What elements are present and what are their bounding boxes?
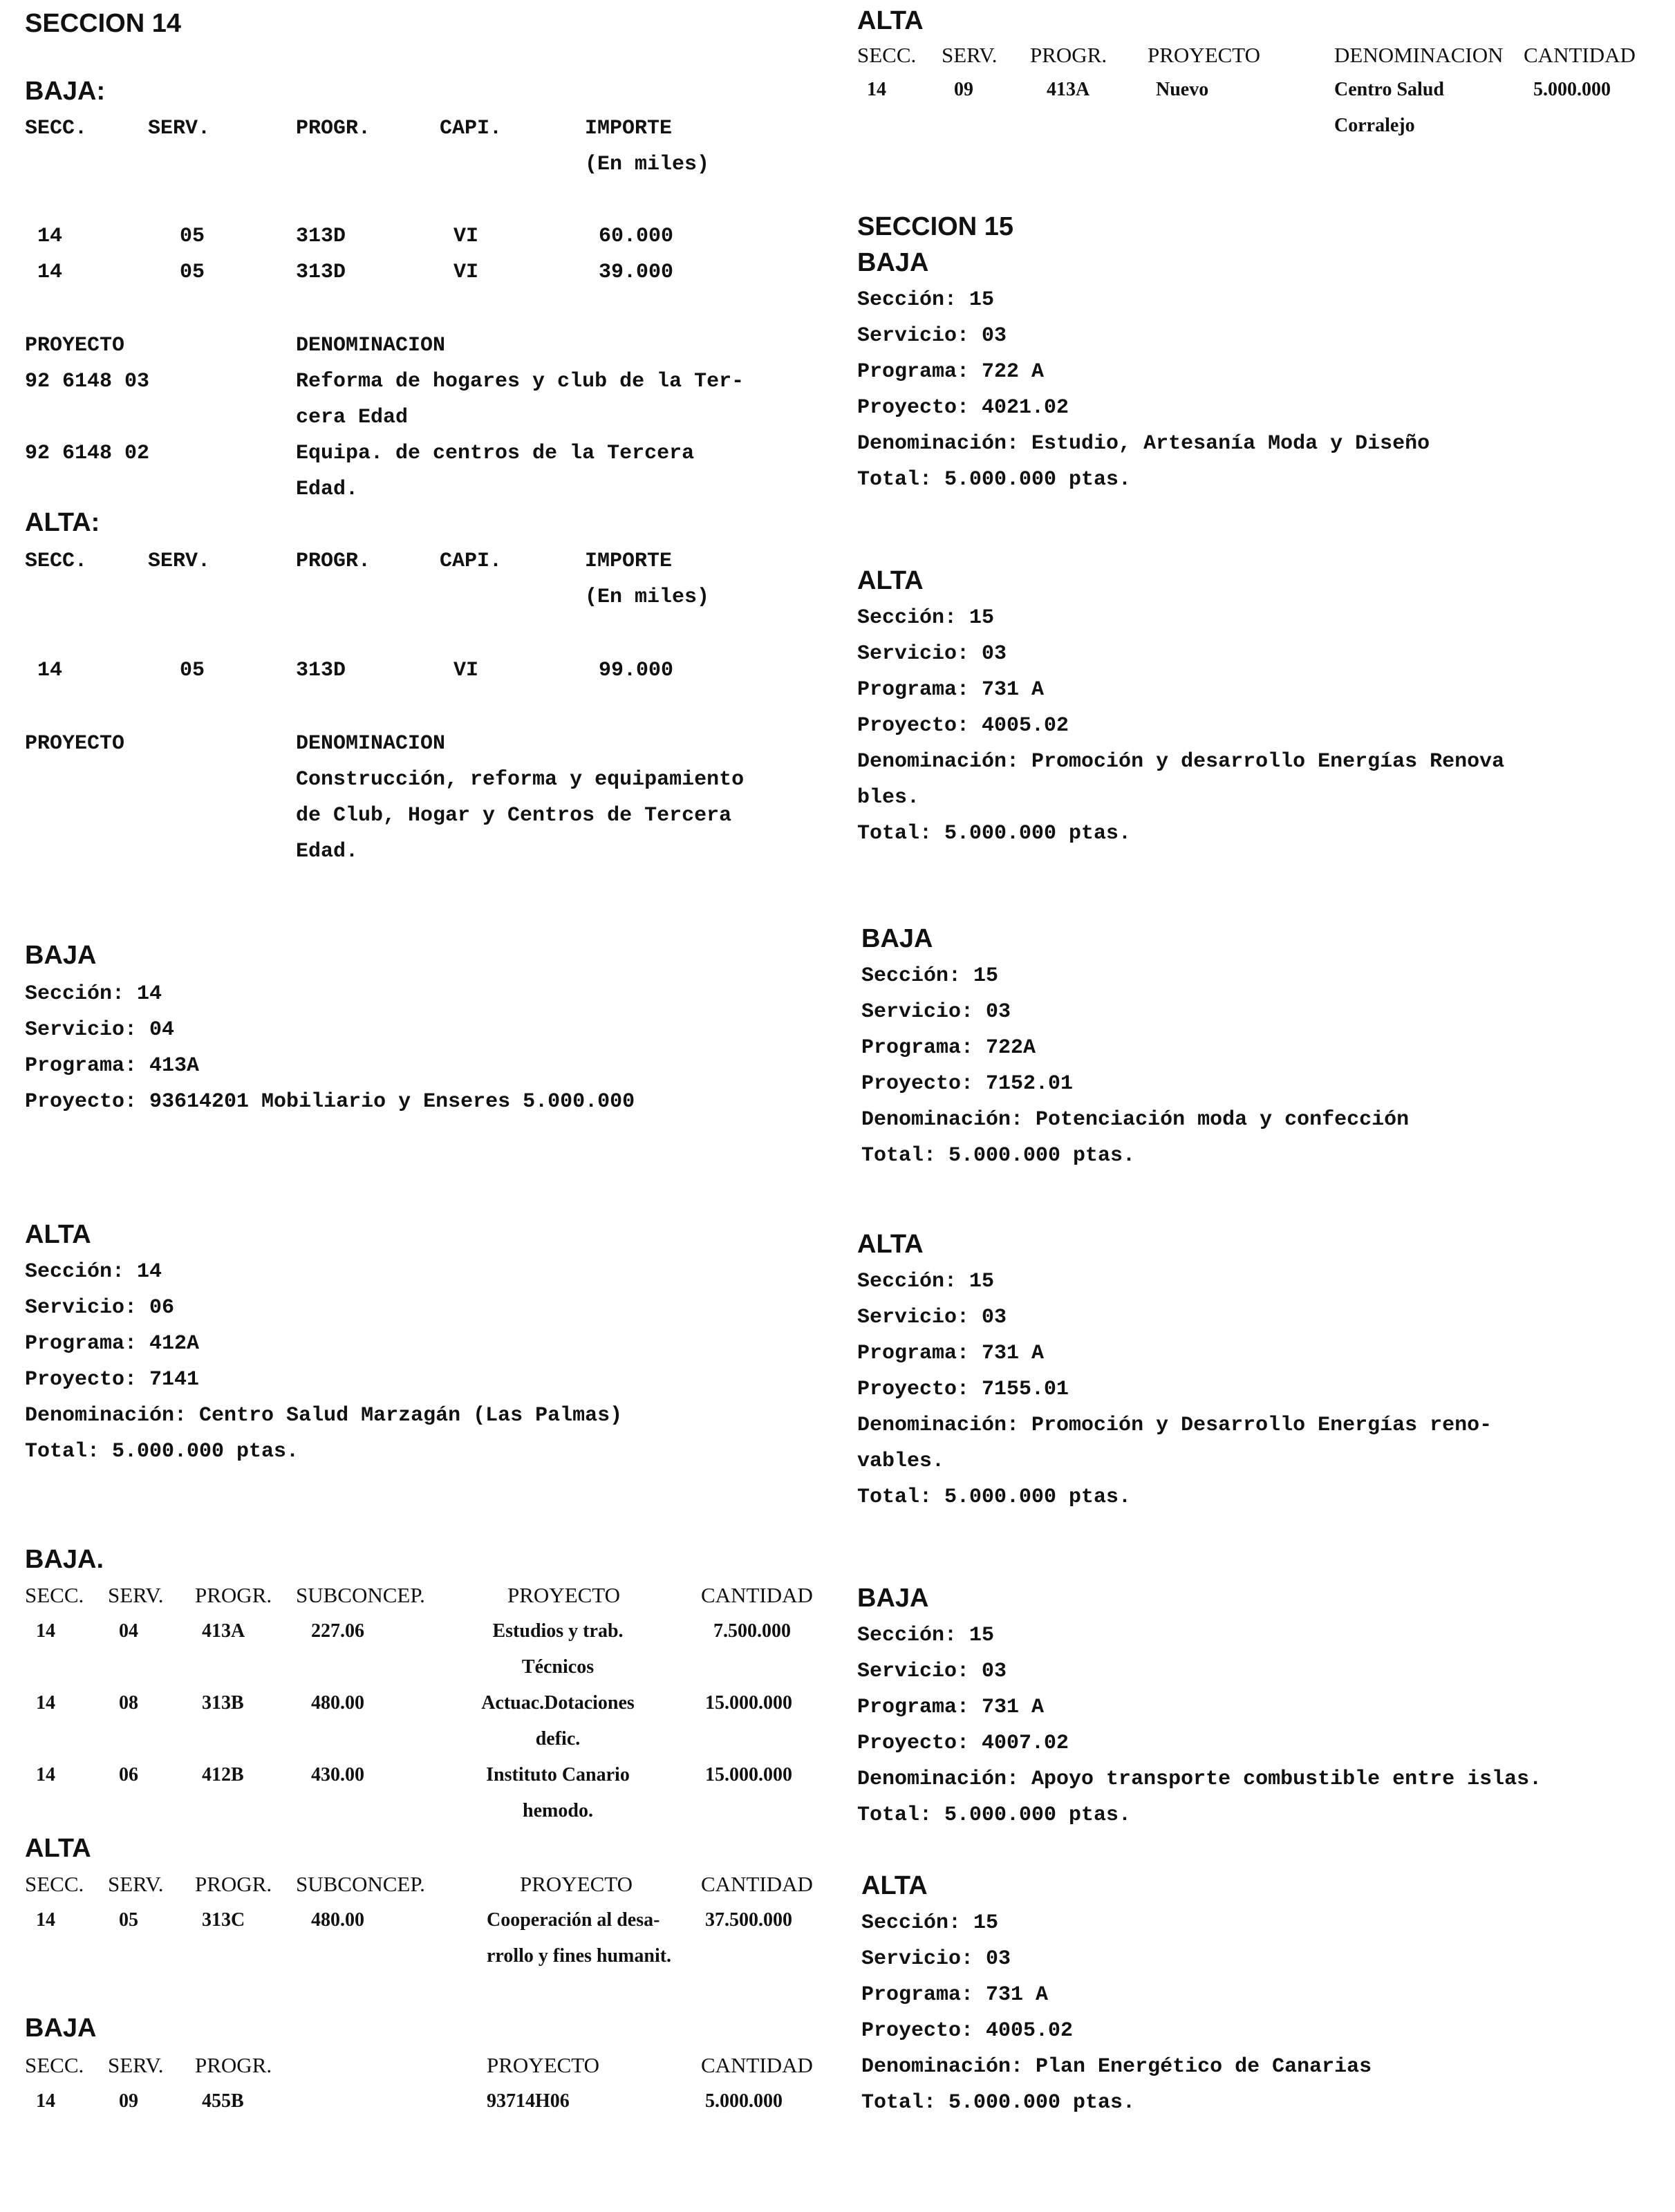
cell-proyecto: Técnicos <box>521 1656 595 1678</box>
cell-cantidad: 15.000.000 <box>705 1764 792 1785</box>
col-header-serv: SERV. <box>108 1583 164 1607</box>
detail-line: bles. <box>857 786 920 809</box>
detail-line: Total: 5.000.000 ptas. <box>861 2091 1136 2115</box>
detail-line: Denominación: Centro Salud Marzagán (Las Palmas) <box>25 1404 623 1427</box>
project-code: 92 6148 02 <box>25 442 150 465</box>
baja-title: BAJA: <box>25 77 106 106</box>
detail-line: Servicio: 03 <box>861 1000 1011 1024</box>
col-header-serv: SERV. <box>148 550 211 573</box>
cell-secc: 14 <box>37 659 63 682</box>
cell-progr: 413A <box>1047 79 1090 100</box>
cell-secc: 14 <box>37 225 63 248</box>
col-header-capi: CAPI. <box>440 550 503 573</box>
col-header-proyecto: PROYECTO <box>487 2053 600 2077</box>
cell-denominacion: Centro Salud <box>1334 79 1444 100</box>
project-denominacion: cera Edad <box>296 406 409 429</box>
detail-line: Proyecto: 7152.01 <box>861 1072 1074 1096</box>
baja-title: BAJA <box>857 1584 929 1613</box>
col-header-capi: CAPI. <box>440 117 503 140</box>
alta-title: ALTA <box>857 1230 924 1259</box>
cell-progr: 313D <box>296 225 346 248</box>
baja-title: BAJA <box>861 924 933 953</box>
cell-denominacion: Corralejo <box>1334 115 1415 136</box>
project-denominacion: Edad. <box>296 840 359 863</box>
col-header-progr: PROGR. <box>296 550 371 573</box>
cell-secc: 14 <box>37 261 63 284</box>
col-header-proyecto: PROYECTO <box>520 1872 633 1896</box>
cell-serv: 09 <box>954 79 973 100</box>
cell-serv: 05 <box>119 1909 138 1931</box>
cell-secc: 14 <box>36 1909 55 1931</box>
col-header-progr: PROGR. <box>296 117 371 140</box>
denominacion-label: DENOMINACION <box>296 732 446 756</box>
cell-cantidad: 7.500.000 <box>713 1620 791 1642</box>
detail-line: Sección: 15 <box>857 288 995 312</box>
detail-line: Proyecto: 93614201 Mobiliario y Enseres 5.000.000 <box>25 1090 635 1114</box>
detail-line: Sección: 14 <box>25 982 162 1006</box>
col-header-serv: SERV. <box>108 2053 164 2077</box>
col-header-progr: PROGR. <box>195 1872 272 1896</box>
col-header-secc: SECC. <box>25 2053 84 2077</box>
detail-line: Servicio: 04 <box>25 1018 175 1042</box>
cell-subconcep: 227.06 <box>311 1620 364 1642</box>
cell-proyecto: rrollo y fines humanit. <box>487 1945 672 1967</box>
cell-capi: VI <box>453 261 479 284</box>
detail-line: Total: 5.000.000 ptas. <box>861 1144 1136 1168</box>
col-header-serv: SERV. <box>108 1872 164 1896</box>
cell-progr: 313C <box>202 1909 245 1931</box>
col-header-denominacion: DENOMINACION <box>1334 43 1504 67</box>
detail-line: Sección: 15 <box>857 1624 995 1647</box>
cell-cantidad: 5.000.000 <box>1533 79 1611 100</box>
detail-line: Programa: 722A <box>861 1036 1036 1060</box>
col-header-cantidad: CANTIDAD <box>701 1583 813 1607</box>
alta-title: ALTA <box>857 566 924 595</box>
project-denominacion: Edad. <box>296 478 359 501</box>
cell-progr: 313D <box>296 261 346 284</box>
detail-line: Sección: 14 <box>25 1260 162 1284</box>
proyecto-label: PROYECTO <box>25 732 125 756</box>
project-denominacion: de Club, Hogar y Centros de Tercera <box>296 804 732 827</box>
cell-progr: 313B <box>202 1692 244 1714</box>
col-header-progr: PROGR. <box>1030 43 1107 67</box>
cell-proyecto: Instituto Canario <box>486 1764 630 1785</box>
col-header-progr: PROGR. <box>195 2053 272 2077</box>
detail-line: Proyecto: 4005.02 <box>861 2019 1074 2043</box>
col-header-secc: SECC. <box>25 550 88 573</box>
detail-line: Servicio: 03 <box>857 1306 1007 1329</box>
col-header-serv: SERV. <box>942 43 998 67</box>
detail-line: Servicio: 03 <box>861 1947 1011 1971</box>
detail-line: Programa: 731 A <box>857 1342 1045 1365</box>
cell-proyecto: Nuevo <box>1156 79 1209 100</box>
cell-subconcep: 480.00 <box>311 1909 364 1931</box>
cell-progr: 412B <box>202 1764 244 1785</box>
alta-title: ALTA: <box>25 508 100 537</box>
col-header-secc: SECC. <box>25 1583 84 1607</box>
alta-title: ALTA <box>861 1871 928 1900</box>
detail-line: Programa: 413A <box>25 1054 200 1078</box>
col-header-cantidad: CANTIDAD <box>701 1872 813 1896</box>
baja-title: BAJA. <box>25 1545 104 1574</box>
cell-proyecto: Actuac.Dotaciones <box>481 1692 635 1714</box>
detail-line: Total: 5.000.000 ptas. <box>857 1803 1132 1827</box>
detail-line: Servicio: 03 <box>857 324 1007 348</box>
cell-serv: 08 <box>119 1692 138 1714</box>
detail-line: Proyecto: 4007.02 <box>857 1732 1069 1755</box>
col-header-proyecto: PROYECTO <box>1148 43 1261 67</box>
project-code: 92 6148 03 <box>25 370 150 393</box>
cell-importe: 60.000 <box>599 225 674 248</box>
col-header-subconcep: SUBCONCEP. <box>296 1872 425 1896</box>
detail-line: Proyecto: 4021.02 <box>857 396 1069 420</box>
section-15-title: SECCION 15 <box>857 212 1013 241</box>
alta-title: ALTA <box>25 1220 91 1249</box>
cell-progr: 455B <box>202 2090 244 2112</box>
detail-line: Programa: 731 A <box>857 678 1045 702</box>
detail-line: Total: 5.000.000 ptas. <box>857 822 1132 845</box>
col-header-secc: SECC. <box>857 43 917 67</box>
detail-line: Denominación: Plan Energético de Canarias <box>861 2055 1372 2079</box>
cell-progr: 413A <box>202 1620 245 1642</box>
cell-proyecto: Cooperación al desa- <box>487 1909 660 1931</box>
cell-serv: 06 <box>119 1764 138 1785</box>
col-header-proyecto: PROYECTO <box>507 1583 621 1607</box>
cell-capi: VI <box>453 225 479 248</box>
detail-line: Total: 5.000.000 ptas. <box>25 1440 299 1463</box>
detail-line: Total: 5.000.000 ptas. <box>857 468 1132 491</box>
detail-line: Proyecto: 7141 <box>25 1368 200 1391</box>
denominacion-label: DENOMINACION <box>296 334 446 357</box>
col-header-serv: SERV. <box>148 117 211 140</box>
detail-line: Servicio: 06 <box>25 1296 175 1320</box>
alta-title: ALTA <box>25 1834 91 1863</box>
importe-unit: (En miles) <box>585 585 710 609</box>
detail-line: Programa: 722 A <box>857 360 1045 384</box>
col-header-secc: SECC. <box>25 117 88 140</box>
cell-secc: 14 <box>867 79 886 100</box>
detail-line: Denominación: Promoción y desarrollo Energías Renova <box>857 750 1505 774</box>
cell-secc: 14 <box>36 1620 55 1642</box>
cell-serv: 05 <box>180 225 205 248</box>
col-header-cantidad: CANTIDAD <box>701 2053 813 2077</box>
detail-line: Denominación: Apoyo transporte combustible entre islas. <box>857 1768 1542 1791</box>
project-denominacion: Equipa. de centros de la Tercera <box>296 442 695 465</box>
proyecto-label: PROYECTO <box>25 334 125 357</box>
detail-line: Denominación: Promoción y Desarrollo Energías reno- <box>857 1414 1492 1437</box>
cell-secc: 14 <box>36 1764 55 1785</box>
detail-line: Sección: 15 <box>861 1911 999 1935</box>
cell-serv: 09 <box>119 2090 138 2112</box>
detail-line: Servicio: 03 <box>857 1660 1007 1683</box>
col-header-subconcep: SUBCONCEP. <box>296 1583 425 1607</box>
detail-line: Programa: 412A <box>25 1332 200 1356</box>
cell-cantidad: 37.500.000 <box>705 1909 792 1931</box>
col-header-importe: IMPORTE <box>585 550 673 573</box>
section-14-title: SECCION 14 <box>25 9 181 38</box>
cell-capi: VI <box>453 659 479 682</box>
detail-line: Sección: 15 <box>857 1270 995 1293</box>
cell-secc: 14 <box>36 1692 55 1714</box>
detail-line: Proyecto: 4005.02 <box>857 714 1069 738</box>
detail-line: Proyecto: 7155.01 <box>857 1378 1069 1401</box>
detail-line: vables. <box>857 1450 945 1473</box>
col-header-importe: IMPORTE <box>585 117 673 140</box>
cell-serv: 05 <box>180 659 205 682</box>
cell-progr: 313D <box>296 659 346 682</box>
project-denominacion: Construcción, reforma y equipamiento <box>296 768 745 791</box>
cell-importe: 99.000 <box>599 659 674 682</box>
importe-unit: (En miles) <box>585 153 710 176</box>
cell-secc: 14 <box>36 2090 55 2112</box>
cell-importe: 39.000 <box>599 261 674 284</box>
detail-line: Programa: 731 A <box>861 1983 1049 2007</box>
col-header-cantidad: CANTIDAD <box>1524 43 1636 67</box>
detail-line: Servicio: 03 <box>857 642 1007 666</box>
baja-title: BAJA <box>857 248 929 277</box>
detail-line: Denominación: Estudio, Artesanía Moda y Diseño <box>857 432 1430 456</box>
baja-title: BAJA <box>25 941 97 970</box>
cell-subconcep: 480.00 <box>311 1692 364 1714</box>
alta-title: ALTA <box>857 6 924 35</box>
cell-cantidad: 15.000.000 <box>705 1692 792 1714</box>
col-header-progr: PROGR. <box>195 1583 272 1607</box>
cell-serv: 05 <box>180 261 205 284</box>
detail-line: Total: 5.000.000 ptas. <box>857 1485 1132 1509</box>
detail-line: Sección: 15 <box>861 964 999 988</box>
detail-line: Programa: 731 A <box>857 1696 1045 1719</box>
cell-proyecto: 93714H06 <box>487 2090 570 2112</box>
project-denominacion: Reforma de hogares y club de la Ter- <box>296 370 745 393</box>
cell-proyecto: defic. <box>535 1728 581 1750</box>
cell-serv: 04 <box>119 1620 138 1642</box>
cell-proyecto: hemodo. <box>523 1800 593 1821</box>
col-header-secc: SECC. <box>25 1872 84 1896</box>
cell-subconcep: 430.00 <box>311 1764 364 1785</box>
detail-line: Denominación: Potenciación moda y confección <box>861 1108 1410 1132</box>
detail-line: Sección: 15 <box>857 606 995 630</box>
cell-cantidad: 5.000.000 <box>705 2090 783 2112</box>
baja-title: BAJA <box>25 2014 97 2043</box>
cell-proyecto: Estudios y trab. <box>492 1620 624 1642</box>
